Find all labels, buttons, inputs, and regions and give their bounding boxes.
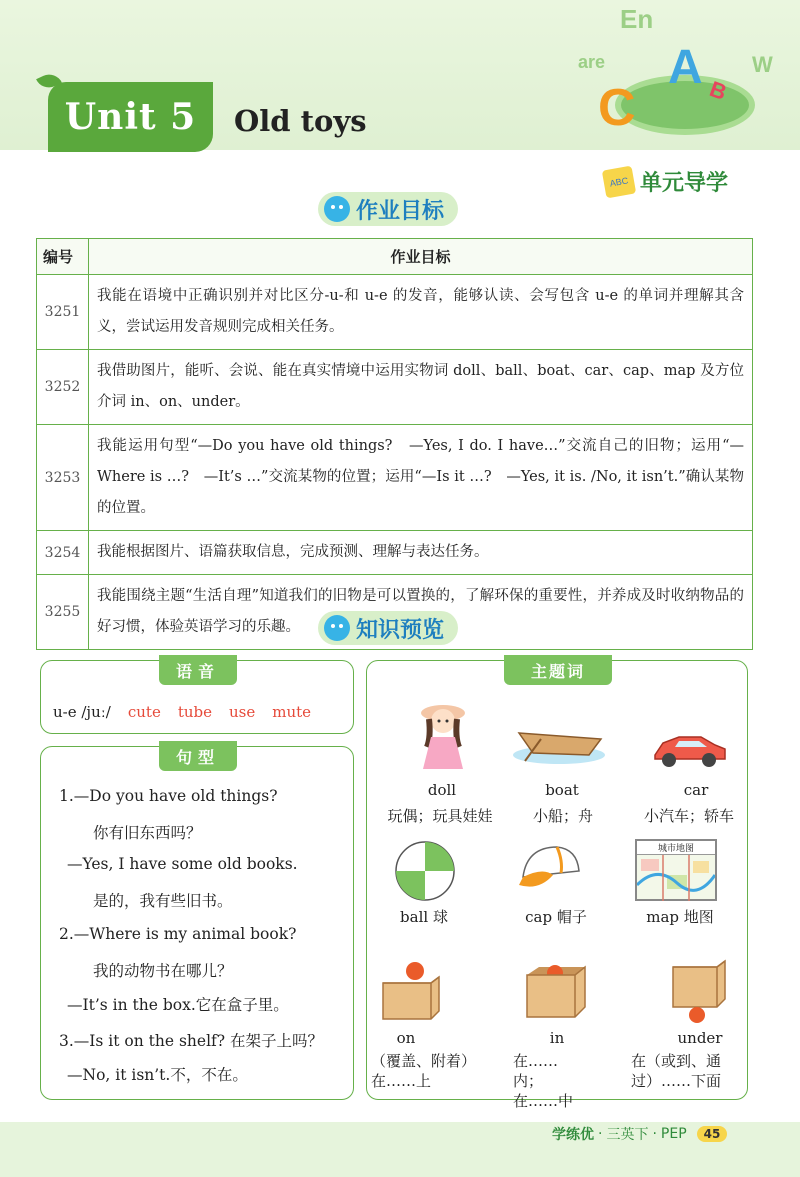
theme-word-cn: 小船；舟 <box>532 807 593 825</box>
theme-words-box <box>366 660 748 1110</box>
deco-letter-a: A <box>668 41 703 94</box>
cap-icon <box>513 841 593 897</box>
goal-id: 3253 <box>37 425 89 531</box>
footer-sep: · <box>652 1126 657 1142</box>
goal-id: 3252 <box>37 350 89 425</box>
deco-word-are: are <box>578 52 606 72</box>
goal-text: 我能根据图片、语篇获取信息，完成预测、理解与表达任务。 <box>89 531 753 575</box>
ball-in-box-icon <box>523 959 587 1023</box>
theme-word-cn: （覆盖、附着）在……上 <box>371 1052 477 1090</box>
ball-under-box-icon <box>667 959 731 1023</box>
sentence-line: 我的动物书在哪儿？ <box>93 962 233 980</box>
preview-section-title <box>318 611 458 645</box>
sentence-line: 是的，我有些旧书。 <box>93 892 233 910</box>
sentence-line: 3.—Is it on the shelf? 在架子上吗？ <box>59 1032 323 1050</box>
phonics-word: mute <box>272 703 312 721</box>
deco-letter-b: B <box>706 76 730 105</box>
theme-word-en: car <box>683 781 709 799</box>
phonics-word: use <box>229 703 256 721</box>
ball-on-box-icon <box>379 959 443 1023</box>
phonics-tag: 语音 <box>159 655 237 685</box>
goals-section-title <box>318 192 458 226</box>
goal-text: 我能运用句型“—Do you have old things? —Yes, I do. I have…”交流自己的旧物；运用“—Where is …? —It’s …”交流某物的位置；运用“—Is it …? —Yes, it is. /No, it isn’t.”确认某物的位置。 <box>89 425 753 531</box>
sentence-line: 2.—Where is my animal book? <box>59 925 297 943</box>
sentences-box <box>40 746 354 1100</box>
sentences-tag: 句型 <box>159 741 237 771</box>
footer-brand: 学练优 <box>552 1127 594 1143</box>
page-number: 45 <box>697 1126 728 1142</box>
footer-sep: · <box>598 1126 603 1142</box>
goal-text: 我借助图片，能听、会说、能在真实情境中运用实物词 doll、ball、boat、car、cap、map 及方位介词 in、on、under。 <box>89 350 753 425</box>
goal-id: 3255 <box>37 575 89 650</box>
deco-letter-c: C <box>598 79 636 137</box>
goal-text: 我能围绕主题“生活自理”知道我们的旧物是可以置换的，了解环保的重要性，并养成及时收纳物品的好习惯，体验英语学习的乐趣。 <box>89 575 753 650</box>
ball-icon <box>393 839 457 903</box>
column-header-goal: 作业目标 <box>89 239 753 275</box>
abc-card-icon: ABC <box>602 165 636 198</box>
phonics-word: tube <box>177 703 212 721</box>
sentence-line: —Yes, I have some old books. <box>67 855 298 873</box>
theme-word-en: ball 球 <box>400 908 448 926</box>
sentence-line: 1.—Do you have old things? <box>59 787 278 805</box>
unit-guide <box>604 166 728 197</box>
theme-word-en: on <box>396 1029 416 1047</box>
theme-word-en: under <box>677 1029 723 1047</box>
theme-word-cn: 在……内；在……中 <box>513 1052 574 1110</box>
smiley-icon <box>324 615 350 641</box>
theme-word-en: map 地图 <box>646 908 714 926</box>
phonics-box <box>40 660 354 734</box>
footer-edition: PEP <box>660 1126 687 1142</box>
goal-id: 3254 <box>37 531 89 575</box>
phonics-sound: u-e /juː/ <box>53 703 111 721</box>
map-roads <box>637 855 715 901</box>
goals-table <box>36 238 753 650</box>
table-row <box>37 275 753 350</box>
goals-title-text: 作业目标 <box>356 198 445 224</box>
unit-guide-label: 单元导学 <box>640 171 729 196</box>
goal-id: 3251 <box>37 275 89 350</box>
preview-title-text: 知识预览 <box>356 617 445 643</box>
theme-word-en: cap 帽子 <box>525 908 587 926</box>
footer <box>552 1124 727 1144</box>
theme-word-en: in <box>549 1029 565 1047</box>
sentence-line: —It’s in the box.它在盒子里。 <box>67 996 289 1014</box>
doll-icon <box>415 697 471 777</box>
map-icon <box>635 839 717 901</box>
theme-words-tag: 主题词 <box>504 655 612 685</box>
car-icon <box>649 727 729 771</box>
theme-word-en: doll <box>427 781 457 799</box>
goals-header-row <box>37 239 753 275</box>
goal-text: 我能在语境中正确识别并对比区分-u-和 u-e 的发音，能够认读、会写包含 u-e 的单词并理解其含义，尝试运用发音规则完成相关任务。 <box>89 275 753 350</box>
theme-word-cn: 小汽车；轿车 <box>643 807 734 825</box>
table-row <box>37 425 753 531</box>
theme-word-cn: 在（或到、通过）……下面 <box>631 1052 722 1090</box>
unit-badge: Unit 5 <box>48 82 213 152</box>
table-row <box>37 531 753 575</box>
boat-icon <box>511 717 607 767</box>
footer-grade: 三英下 <box>606 1127 649 1143</box>
column-header-id: 编号 <box>37 239 89 275</box>
sentence-line: 你有旧东西吗？ <box>93 824 202 842</box>
phonics-line <box>53 703 311 721</box>
unit-title: Old toys <box>234 104 367 138</box>
table-row <box>37 350 753 425</box>
theme-word-en: boat <box>545 781 579 799</box>
theme-word-cn: 玩偶；玩具娃娃 <box>387 807 493 825</box>
map-caption: 城市地图 <box>637 841 715 855</box>
phonics-word: cute <box>127 703 161 721</box>
deco-letters-en: En <box>620 4 654 34</box>
sentence-line: —No, it isn’t.不，不在。 <box>67 1066 248 1084</box>
deco-letter-w: W <box>752 52 773 77</box>
smiley-icon <box>324 196 350 222</box>
